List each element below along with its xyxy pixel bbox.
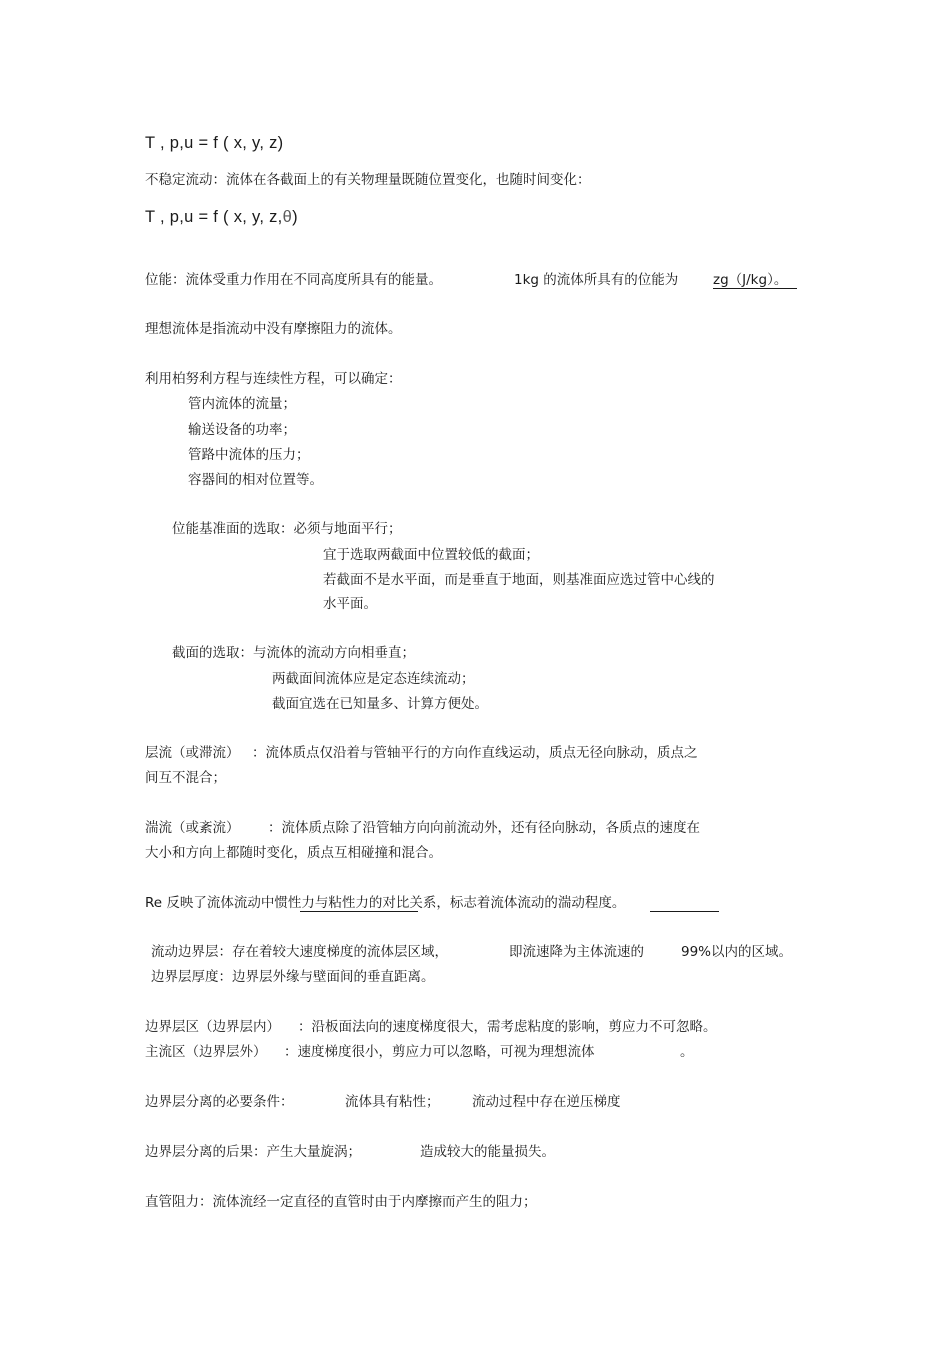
outer-zone-period: 。	[680, 1044, 694, 1060]
laminar-flow-term: 层流（或滞流）	[145, 745, 240, 761]
potential-energy-definition: 位能：流体受重力作用在不同高度所具有的能量。	[145, 272, 442, 288]
section-rule: 截面宜选在已知量多、计算方便处。	[272, 696, 488, 712]
turbulent-flow-definition-cont: 大小和方向上都随时变化，质点互相碰撞和混合。	[145, 845, 442, 861]
theta-symbol: θ	[282, 208, 293, 226]
laminar-flow-definition: ：流体质点仅沿着与管轴平行的方向作直线运动，质点无径向脉动，质点之	[252, 745, 698, 761]
section-selection-heading: 截面的选取：与流体的流动方向相垂直；	[172, 645, 415, 661]
list-item: 管路中流体的压力；	[188, 447, 310, 463]
section-rule: 两截面间流体应是定态连续流动；	[272, 671, 475, 687]
equation-unsteady-body: T , p,u = f ( x, y, z,	[145, 208, 283, 226]
outer-zone-definition: ：速度梯度很小，剪应力可以忽略，可视为理想流体	[284, 1044, 595, 1060]
list-item: 输送设备的功率；	[188, 422, 296, 438]
separation-conditions-label: 边界层分离的必要条件：	[145, 1094, 294, 1110]
reynolds-underline	[300, 911, 418, 912]
separation-condition: 流体具有粘性；	[345, 1094, 440, 1110]
datum-rule: 宜于选取两截面中位置较低的截面；	[323, 547, 539, 563]
datum-rule: 若截面不是水平面，而是垂直于地面，则基准面应选过管中心线的	[323, 572, 715, 588]
potential-energy-per-kg: 1kg 的流体所具有的位能为	[514, 272, 679, 288]
straight-pipe-resistance: 直管阻力：流体流经一定直径的直管时由于内摩擦而产生的阻力；	[145, 1194, 537, 1210]
equation-unsteady-close: )	[292, 208, 298, 226]
boundary-layer-velocity: 即流速降为主体流速的	[509, 944, 644, 960]
reynolds-number-statement: Re 反映了流体流动中惯性力与粘性力的对比关系，标志着流体流动的湍动程度。	[145, 895, 626, 911]
bernoulli-intro: 利用柏努利方程与连续性方程，可以确定：	[145, 371, 402, 387]
laminar-flow-definition-cont: 间互不混合；	[145, 770, 226, 786]
turbulent-flow-definition: ：流体质点除了沿管轴方向向前流动外，还有径向脉动，各质点的速度在	[268, 820, 700, 836]
formula-underline	[713, 288, 797, 289]
inner-zone-term: 边界层区（边界层内）	[145, 1019, 280, 1035]
potential-energy-formula: zg（J/kg）。	[713, 272, 788, 288]
equation-unsteady	[145, 207, 298, 227]
outer-zone-term: 主流区（边界层外）	[145, 1044, 267, 1060]
datum-rule: 水平面。	[323, 596, 377, 612]
boundary-layer-definition: 流动边界层：存在着较大速度梯度的流体层区域，	[151, 944, 448, 960]
ideal-fluid-definition: 理想流体是指流动中没有摩擦阻力的流体。	[145, 321, 402, 337]
list-item: 容器间的相对位置等。	[188, 472, 323, 488]
separation-condition: 流动过程中存在逆压梯度	[472, 1094, 621, 1110]
reynolds-underline-end	[650, 911, 719, 912]
separation-result-cont: 造成较大的能量损失。	[420, 1144, 555, 1160]
boundary-layer-thickness: 边界层厚度：边界层外缘与壁面间的垂直距离。	[151, 969, 435, 985]
datum-selection-heading: 位能基准面的选取：必须与地面平行；	[172, 521, 402, 537]
list-item: 管内流体的流量；	[188, 396, 296, 412]
equation-steady: T , p,u = f ( x, y, z)	[145, 134, 284, 152]
boundary-layer-percent: 99%以内的区域。	[681, 944, 793, 960]
turbulent-flow-term: 湍流（或紊流）	[145, 820, 240, 836]
separation-result: 边界层分离的后果：产生大量旋涡；	[145, 1144, 361, 1160]
unsteady-flow-definition: 不稳定流动：流体在各截面上的有关物理量既随位置变化，也随时间变化：	[145, 172, 591, 188]
inner-zone-definition: ：沿板面法向的速度梯度很大，需考虑粘度的影响，剪应力不可忽略。	[298, 1019, 717, 1035]
